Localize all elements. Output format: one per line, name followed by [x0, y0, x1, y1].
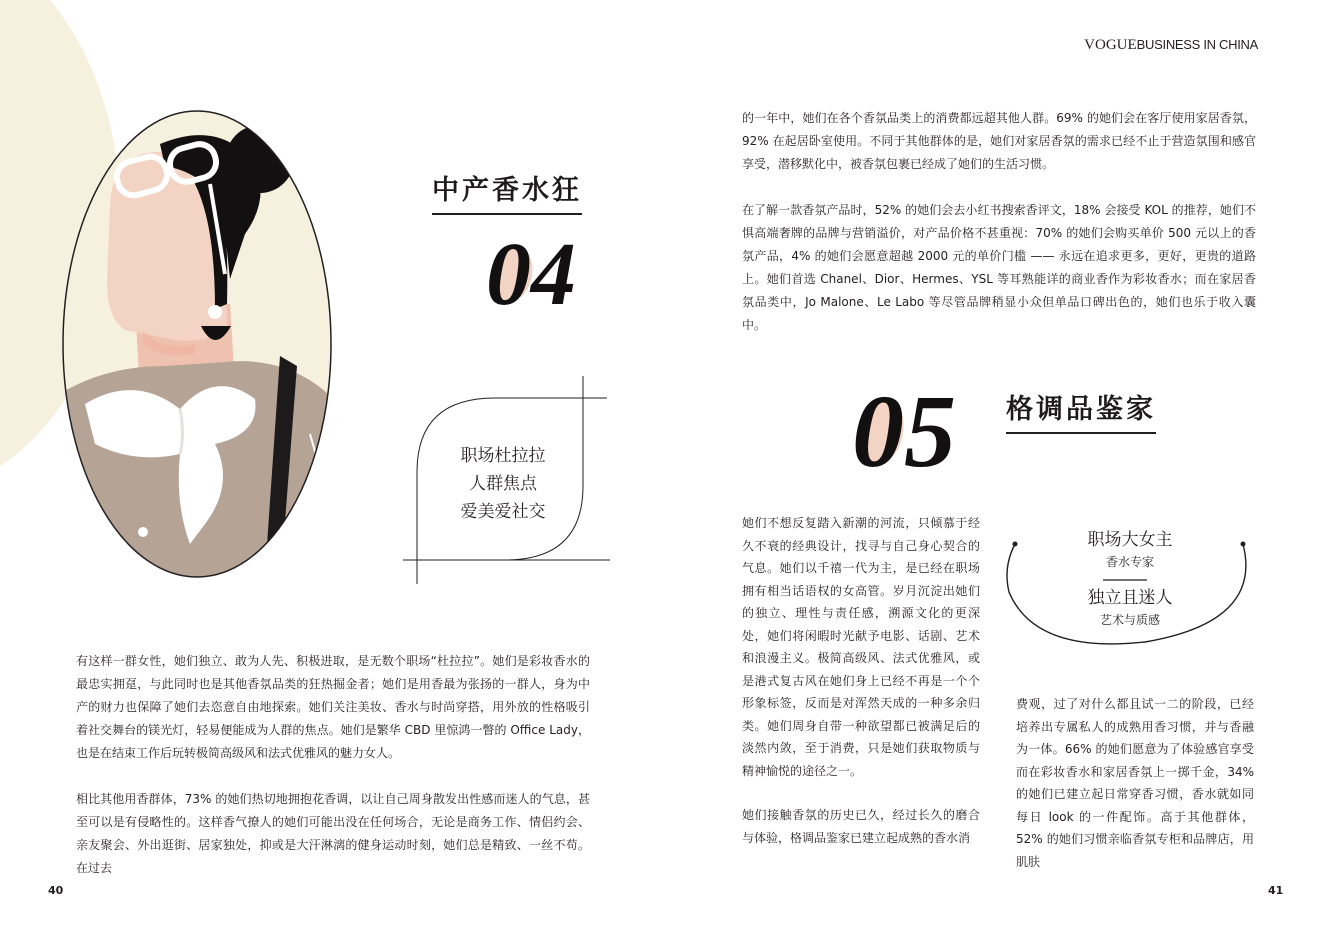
brand-subtitle: BUSINESS IN CHINA: [1136, 37, 1258, 52]
section-04-number: [484, 232, 594, 312]
tag-05-line: 独立且迷人: [1087, 588, 1173, 608]
body-paragraph: 相比其他用香群体，73% 的她们热切地拥抱花香调，以让自己周身散发出性感而迷人的气息，甚至可以是有侵略性的。这样香气撩人的她们可能出没在任何场合，无论是商务工作、情侣约会、亲友聚会、外出逛街、居家独处，抑或是大汗淋漓的健身运动时刻，她们总是精致、一丝不苟。在过去: [76, 792, 590, 875]
right-col-1: [742, 512, 980, 849]
page-number-left: 40: [48, 884, 64, 897]
section-04-number-text: 04: [486, 232, 576, 312]
tag-05-text: [1065, 528, 1195, 630]
tag-05-line: 职场大女主: [1087, 530, 1173, 550]
body-paragraph: 她们不想反复踏入新潮的河流，只倾慕于经久不衰的经典设计，找寻与自己身心契合的气息。她们以千禧一代为主，是已经在职场拥有相当话语权的女高管。岁月沉淀出她们的独立、理性与责任感，溯源文化的更深处，她们将闲暇时光献予电影、话剧、艺术和浪漫主义。极简高级风、法式优雅风，或是港式复古风在她们身上已经不再是一个个形象标签，反而是对浑然天成的一种多余归类。她们周身自带一种欲望都已被满足后的淡然内敛，至于消费，只是她们获取物质与精神愉悦的途径之一。: [742, 516, 980, 778]
woman-illustration: [55, 104, 345, 584]
tag-04-line: 职场杜拉拉: [460, 446, 546, 466]
tag-04-line: 爱美爱社交: [460, 502, 546, 522]
body-paragraph: 在了解一款香氛产品时，52% 的她们会去小红书搜索香评文，18% 会接受 KOL 的推荐，她们不惧高端奢牌的品牌与营销溢价，对产品价格不甚重视：70% 的她们会购买单价 500 元以上的香氛产品，4% 的她们会愿意超越 2000 元的单价门槛 —— 永远在追求更多，更好，更贵的道路上。她们首选 Chanel、Dior、Hermes、YSL 等耳熟能详的商业香作为彩妆香水；而在家居香氛品类中，Jo Malone、Le Labo 等尽管品牌稍显小众但单品口碑出色的，她们也乐于收入囊中。: [742, 203, 1256, 332]
left-body: [76, 650, 590, 880]
brand-logo: [1084, 37, 1258, 54]
right-top-body: [742, 107, 1256, 337]
brand-vogue: VOGUE: [1084, 37, 1137, 53]
tag-04-text: [438, 442, 568, 526]
section-04-title: 中产香水狂: [432, 168, 582, 215]
section-05-number-text: 05: [852, 382, 956, 477]
right-col-2: [1016, 693, 1254, 873]
tag-04-line: 人群焦点: [469, 474, 537, 494]
section-05-title: 格调品鉴家: [1006, 387, 1156, 434]
tag-05-line: 艺术与质感: [1099, 613, 1160, 627]
page-number-right: 41: [1268, 884, 1284, 897]
tag-05-line: 香水专家: [1105, 555, 1154, 569]
body-paragraph: 有这样一群女性，她们独立、敢为人先、积极进取，是无数个职场“杜拉拉”。她们是彩妆香水的最忠实拥趸，与此同时也是其他香氛品类的狂热掘金者；她们是用香最为张扬的一群人，身为中产的财力也保障了她们去恣意自由地探索。她们关注美妆、香水与时尚穿搭，用外放的性格吸引着社交舞台的镁光灯，轻易便能成为人群的焦点。她们是繁华 CBD 里惊鸿一瞥的 Office Lady，也是在结束工作后玩转极简高级风和法式优雅风的魅力女人。: [76, 654, 590, 760]
body-paragraph: 她们接触香氛的历史已久，经过长久的磨合与体验，格调品鉴家已建立起成熟的香水消: [742, 808, 980, 845]
body-paragraph: 的一年中，她们在各个香氛品类上的消费都远超其他人群。69% 的她们会在客厅使用家居香氛，92% 在起居卧室使用。不同于其他群体的是，她们对家居香氛的需求已经不止于营造氛围和感官享受，潜移默化中，被香氛包裹已经成了她们的生活习惯。: [742, 111, 1256, 171]
section-05-number: [850, 382, 985, 477]
body-paragraph: 费观，过了对什么都且试一二的阶段，已经培养出专属私人的成熟用香习惯，并与香融为一体。66% 的她们愿意为了体验感官享受而在彩妆香水和家居香氛上一掷千金，34% 的她们已建立起日常穿香习惯，香水就如同每日 look 的一件配饰。高于其他群体，52% 的她们习惯亲临香氛专柜和品牌店，用肌肤: [1016, 697, 1254, 869]
